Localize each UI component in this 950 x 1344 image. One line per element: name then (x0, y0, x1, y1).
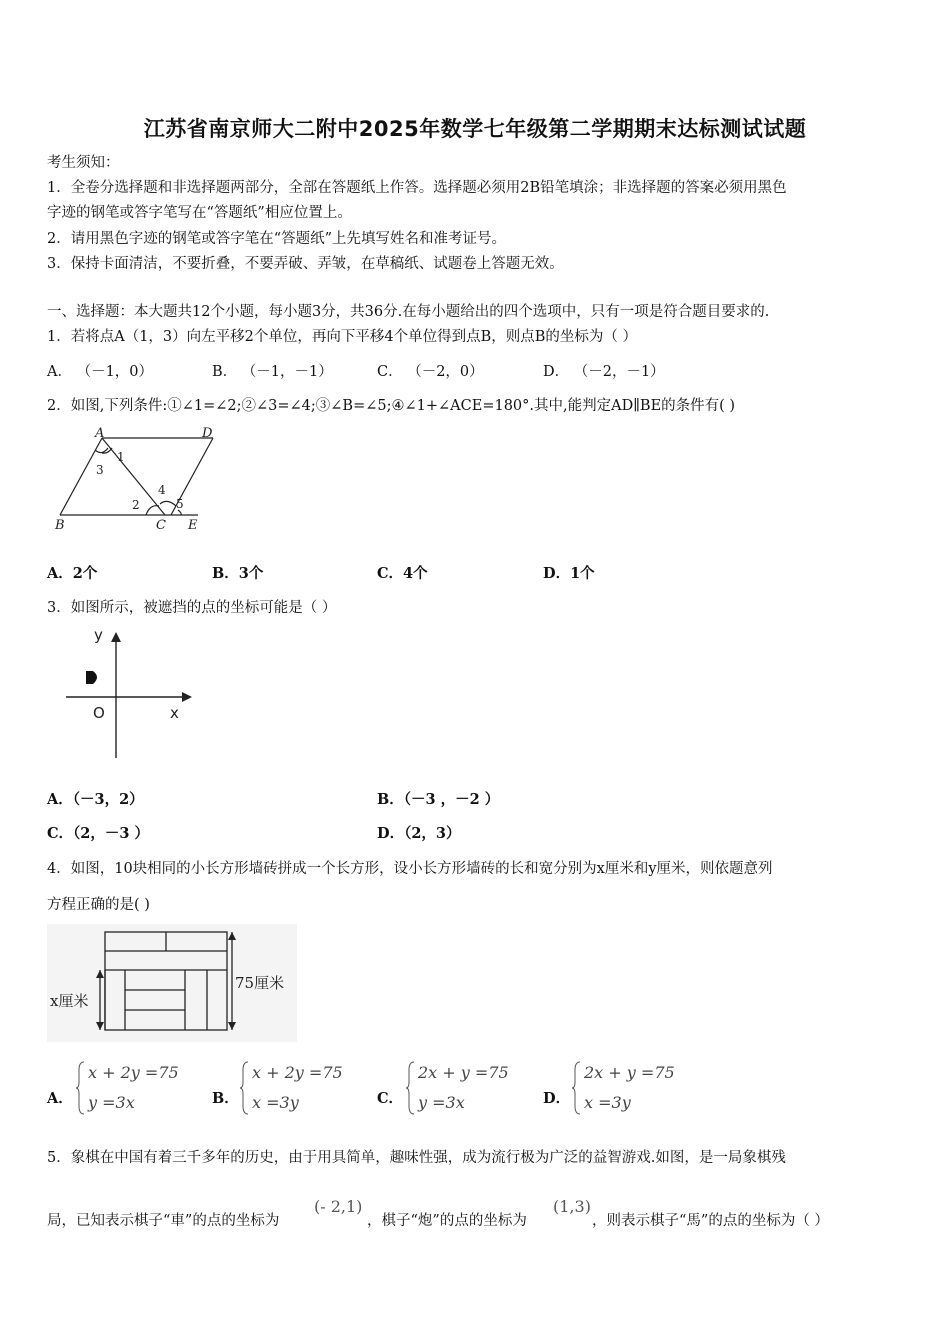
question-4-option-c-eq-1: 2x + y =75 (418, 1063, 509, 1082)
notice-item-1-line-2: 字迹的钢笔或答字笔写在“答题纸”相应位置上。 (47, 205, 352, 221)
question-1-option-c[interactable]: C． （－2，0） (377, 364, 484, 380)
x-axis-arrow (182, 692, 192, 702)
question-5-coord-pao: (1,3) (553, 1197, 591, 1216)
x-length-label: x厘米 (50, 992, 89, 1010)
question-4-stem-line-2: 方程正确的是( ) (47, 897, 150, 913)
question-2-option-d[interactable]: D．1个 (543, 565, 595, 582)
question-3-figure (60, 624, 200, 762)
y-axis-label: y (94, 626, 103, 644)
angle-arc-2 (146, 506, 159, 515)
question-2-stem: 2．如图,下列条件:①∠1=∠2;②∠3=∠4;③∠B=∠5;④∠1+∠ACE=180°.其中,能判定AD∥BE的条件有( ) (47, 398, 736, 414)
label-angle-3: 3 (96, 463, 104, 477)
label-e: E (188, 518, 198, 533)
label-angle-4: 4 (158, 483, 166, 497)
question-4-option-d-eq-2: x =3y (584, 1093, 631, 1112)
label-c: C (156, 518, 166, 533)
question-5-stem-line-1: 5．象棋在中国有着三千多年的历史，由于用具简单，趣味性强，成为流行极为广泛的益智游戏.如图，是一局象棋残 (47, 1150, 786, 1166)
question-4-option-a-eq-2: y =3x (88, 1093, 135, 1112)
angle-arc-3 (95, 448, 108, 453)
question-4-option-c-label[interactable]: C． (377, 1090, 404, 1107)
x-axis-label: x (170, 704, 179, 722)
notice-item-1-line-1: 1．全卷分选择题和非选择题两部分，全部在答题纸上作答。选择题必须用2B铅笔填涂；非选择题的答案必须用黑色 (47, 180, 787, 196)
question-2-option-a[interactable]: A．2个 (47, 565, 98, 582)
question-2-figure (50, 426, 225, 534)
question-4-option-d-eq-1: 2x + y =75 (584, 1063, 675, 1082)
question-1-stem: 1．若将点A（1，3）向左平移2个单位，再向下平移4个单位得到点B，则点B的坐标为（ ） (47, 329, 638, 345)
question-4-option-a-eq-1: x + 2y =75 (88, 1063, 179, 1082)
question-3-option-a[interactable]: A．（－3，2） (47, 791, 144, 808)
question-4-option-a-label[interactable]: A． (47, 1090, 73, 1107)
y-axis-arrow (111, 632, 121, 642)
question-3-option-d[interactable]: D．（2，3） (377, 825, 461, 842)
question-5-stem-part-2: ，棋子“炮”的点的坐标为 (367, 1213, 527, 1229)
notice-item-3: 3．保持卡面清洁，不要折叠，不要弄破、弄皱，在草稿纸、试题卷上答题无效。 (47, 256, 564, 272)
question-3-stem: 3．如图所示，被遮挡的点的坐标可能是（ ） (47, 600, 337, 616)
question-4-figure (47, 924, 297, 1042)
origin-label: O (93, 704, 105, 722)
label-angle-2: 2 (132, 498, 140, 512)
brace-b (240, 1060, 250, 1116)
question-1-option-d[interactable]: D． （－2，－1） (543, 364, 665, 380)
question-1-option-b[interactable]: B． （－1，－1） (212, 364, 333, 380)
question-5-stem-part-1: 局，已知表示棋子“車”的点的坐标为 (47, 1213, 280, 1229)
notice-item-2: 2．请用黑色字迹的钢笔或答字笔在“答题纸”上先填写姓名和准考证号。 (47, 231, 507, 247)
question-5-stem-part-3: ，则表示棋子“馬”的点的坐标为（ ） (592, 1213, 829, 1229)
hidden-point-blot (86, 671, 97, 684)
question-4-option-b-eq-1: x + 2y =75 (252, 1063, 343, 1082)
question-4-stem-line-1: 4．如图，10块相同的小长方形墙砖拼成一个长方形，设小长方形墙砖的长和宽分别为x厘米和y厘米，则依题意列 (47, 861, 773, 877)
notice-heading: 考生须知： (47, 155, 120, 171)
question-5-coord-che: (- 2,1) (314, 1197, 363, 1216)
section-heading: 一、选择题：本大题共12个小题，每小题3分，共36分.在每小题给出的四个选项中，只有一项是符合题目要求的. (47, 304, 770, 320)
question-4-option-b-label[interactable]: B． (212, 1090, 239, 1107)
label-a: A (95, 426, 105, 441)
question-4-option-b-eq-2: x =3y (252, 1093, 299, 1112)
label-angle-5: 5 (176, 497, 184, 511)
question-2-option-c[interactable]: C．4个 (377, 565, 428, 582)
label-d: D (202, 426, 213, 441)
label-angle-1: 1 (117, 450, 125, 464)
brace-d (572, 1060, 582, 1116)
question-3-option-b[interactable]: B．（－3 ，－2 ） (377, 791, 500, 808)
question-4-option-d-label[interactable]: D． (543, 1090, 571, 1107)
angle-arc-4 (160, 501, 176, 506)
75-length-label: 75厘米 (235, 974, 285, 992)
question-3-option-c[interactable]: C．（2，－3 ） (47, 825, 150, 842)
label-b: B (55, 518, 65, 533)
brace-c (406, 1060, 416, 1116)
brace-a (76, 1060, 86, 1116)
question-4-option-c-eq-2: y =3x (418, 1093, 465, 1112)
page-title: 江苏省南京师大二附中2025年数学七年级第二学期期末达标测试试题 (143, 117, 807, 141)
question-2-option-b[interactable]: B．3个 (212, 565, 264, 582)
question-1-option-a[interactable]: A． （－1，0） (47, 364, 154, 380)
